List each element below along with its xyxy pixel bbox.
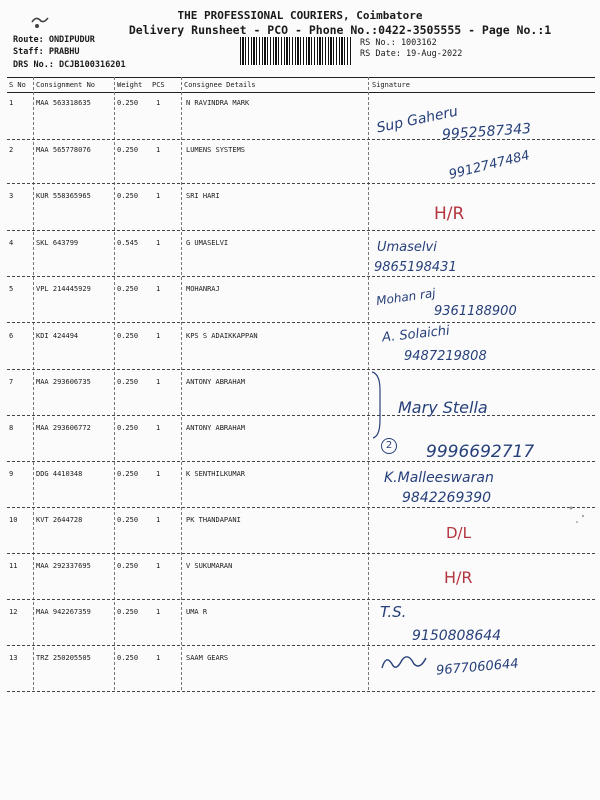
row-sno: 7	[9, 378, 14, 386]
row-consignment: TRZ 250205505	[36, 654, 91, 662]
row-pcs: 1	[156, 332, 161, 340]
row-rule	[7, 691, 595, 692]
row-consignment: MAA 293606735	[36, 378, 91, 386]
row-weight: 0.250	[117, 146, 139, 154]
table-header-rule	[7, 92, 595, 93]
row-weight: 0.250	[117, 424, 139, 432]
row-pcs: 1	[156, 192, 161, 200]
handwritten-phone: 9150808644	[412, 628, 502, 644]
handwritten-signature: Umaselvi	[377, 240, 437, 255]
row-consignee: UMA R	[186, 608, 208, 616]
handwritten-signature: Sup Gaheru	[375, 103, 460, 137]
row-rule	[7, 183, 595, 184]
row-sno: 4	[9, 239, 14, 247]
row-rule	[7, 230, 595, 231]
row-consignee: V SUKUMARAN	[186, 562, 233, 570]
handwritten-phone: 9677060644	[435, 656, 520, 679]
row-consignee: ANTONY ABRAHAM	[186, 424, 246, 432]
row-consignment: KVT 2644728	[36, 516, 83, 524]
row-weight: 0.250	[117, 654, 139, 662]
row-weight: 0.250	[117, 192, 139, 200]
row-sno: 1	[9, 99, 14, 107]
row-rule	[7, 369, 595, 370]
row-pcs: 1	[156, 424, 161, 432]
row-pcs: 1	[156, 654, 161, 662]
handwritten-scribble	[378, 650, 430, 676]
row-consignment: DDG 4410348	[36, 470, 83, 478]
punch-mark	[30, 14, 52, 32]
bracket-mark	[370, 370, 386, 440]
row-sno: 11	[9, 562, 18, 570]
row-weight: 0.545	[117, 239, 139, 247]
rs-number: RS No.: 1003162	[360, 38, 437, 48]
row-consignee: G UMASELVI	[186, 239, 229, 247]
row-sno: 12	[9, 608, 18, 616]
dl-status-mark: D/L	[446, 524, 471, 542]
row-rule	[7, 276, 595, 277]
handwritten-signature: A. Solaichi	[381, 323, 451, 346]
row-weight: 0.250	[117, 470, 139, 478]
row-consignee: K SENTHILKUMAR	[186, 470, 246, 478]
stray-mark	[563, 502, 593, 526]
row-sno: 9	[9, 470, 14, 478]
row-consignee: PK THANDAPANI	[186, 516, 241, 524]
row-consignment: MAA 563318635	[36, 99, 91, 107]
handwritten-phone: 9361188900	[434, 304, 517, 319]
row-weight: 0.250	[117, 516, 139, 524]
col-consignee: Consignee Details	[184, 81, 256, 89]
table-top-rule	[7, 77, 595, 78]
row-pcs: 1	[156, 562, 161, 570]
row-rule	[7, 415, 595, 416]
row-sno: 2	[9, 146, 14, 154]
row-consignee: SAAM GEARS	[186, 654, 229, 662]
barcode	[240, 37, 352, 65]
col-pcs: PCS	[152, 81, 165, 89]
route-label: Route: ONDIPUDUR	[13, 35, 95, 45]
row-consignee: MOHANRAJ	[186, 285, 220, 293]
row-pcs: 1	[156, 470, 161, 478]
company-title: THE PROFESSIONAL COURIERS, Coimbatore	[177, 9, 423, 22]
col-weight: Weight	[117, 81, 143, 89]
row-sno: 10	[9, 516, 18, 524]
row-weight: 0.250	[117, 562, 139, 570]
handwritten-phone: 9487219808	[404, 349, 487, 364]
row-sno: 13	[9, 654, 18, 662]
row-pcs: 1	[156, 239, 161, 247]
handwritten-phone: 9842269390	[402, 490, 492, 506]
row-pcs: 1	[156, 99, 161, 107]
drs-number: DRS No.: DCJB100316201	[13, 60, 126, 70]
handwritten-signature: K.Malleeswaran	[384, 470, 494, 486]
row-consignment: KUR 558365965	[36, 192, 91, 200]
runsheet-title: Delivery Runsheet - PCO - Phone No.:0422-3505555 - Page No.:1	[128, 23, 552, 37]
row-consignment: MAA 293606772	[36, 424, 91, 432]
row-consignee: ANTONY ABRAHAM	[186, 378, 246, 386]
row-consignee: LUMENS SYSTEMS	[186, 146, 246, 154]
circled-number: 2	[381, 438, 397, 454]
row-consignment: VPL 214445929	[36, 285, 91, 293]
row-consignee: KPS S ADAIKKAPPAN	[186, 332, 258, 340]
staff-label: Staff: PRABHU	[13, 47, 80, 57]
row-rule	[7, 507, 595, 508]
row-weight: 0.250	[117, 332, 139, 340]
row-rule	[7, 322, 595, 323]
row-consignment: MAA 292337695	[36, 562, 91, 570]
row-consignee: SRI HARI	[186, 192, 220, 200]
row-sno: 6	[9, 332, 14, 340]
row-pcs: 1	[156, 285, 161, 293]
row-consignment: SKL 643799	[36, 239, 79, 247]
row-pcs: 1	[156, 516, 161, 524]
rs-date: RS Date: 19-Aug-2022	[360, 49, 463, 59]
row-weight: 0.250	[117, 99, 139, 107]
handwritten-signature: Mary Stella	[398, 398, 488, 417]
row-pcs: 1	[156, 146, 161, 154]
col-sno: S No	[9, 81, 26, 89]
row-consignment: MAA 942267359	[36, 608, 91, 616]
handwritten-signature: Mohan raj	[375, 285, 437, 309]
row-weight: 0.250	[117, 608, 139, 616]
handwritten-phone: 9865198431	[374, 260, 457, 275]
row-rule	[7, 553, 595, 554]
handwritten-phone: 9952587343	[441, 120, 532, 144]
col-consignment: Consignment No	[36, 81, 96, 89]
col-signature: Signature	[372, 81, 410, 89]
hr-status-mark: H/R	[434, 204, 465, 224]
row-sno: 5	[9, 285, 14, 293]
row-consignment: KDI 424494	[36, 332, 79, 340]
row-weight: 0.250	[117, 378, 139, 386]
handwritten-signature: T.S.	[380, 603, 407, 621]
row-consignment: MAA 565778076	[36, 146, 91, 154]
row-rule	[7, 599, 595, 600]
row-consignee: N RAVINDRA MARK	[186, 99, 250, 107]
row-sno: 8	[9, 424, 14, 432]
row-pcs: 1	[156, 608, 161, 616]
row-sno: 3	[9, 192, 14, 200]
row-weight: 0.250	[117, 285, 139, 293]
handwritten-phone: 9912747484	[447, 148, 532, 183]
row-rule	[7, 139, 595, 140]
hr-status-mark: H/R	[444, 568, 473, 587]
row-pcs: 1	[156, 378, 161, 386]
row-rule	[7, 645, 595, 646]
handwritten-phone: 9996692717	[426, 442, 535, 462]
